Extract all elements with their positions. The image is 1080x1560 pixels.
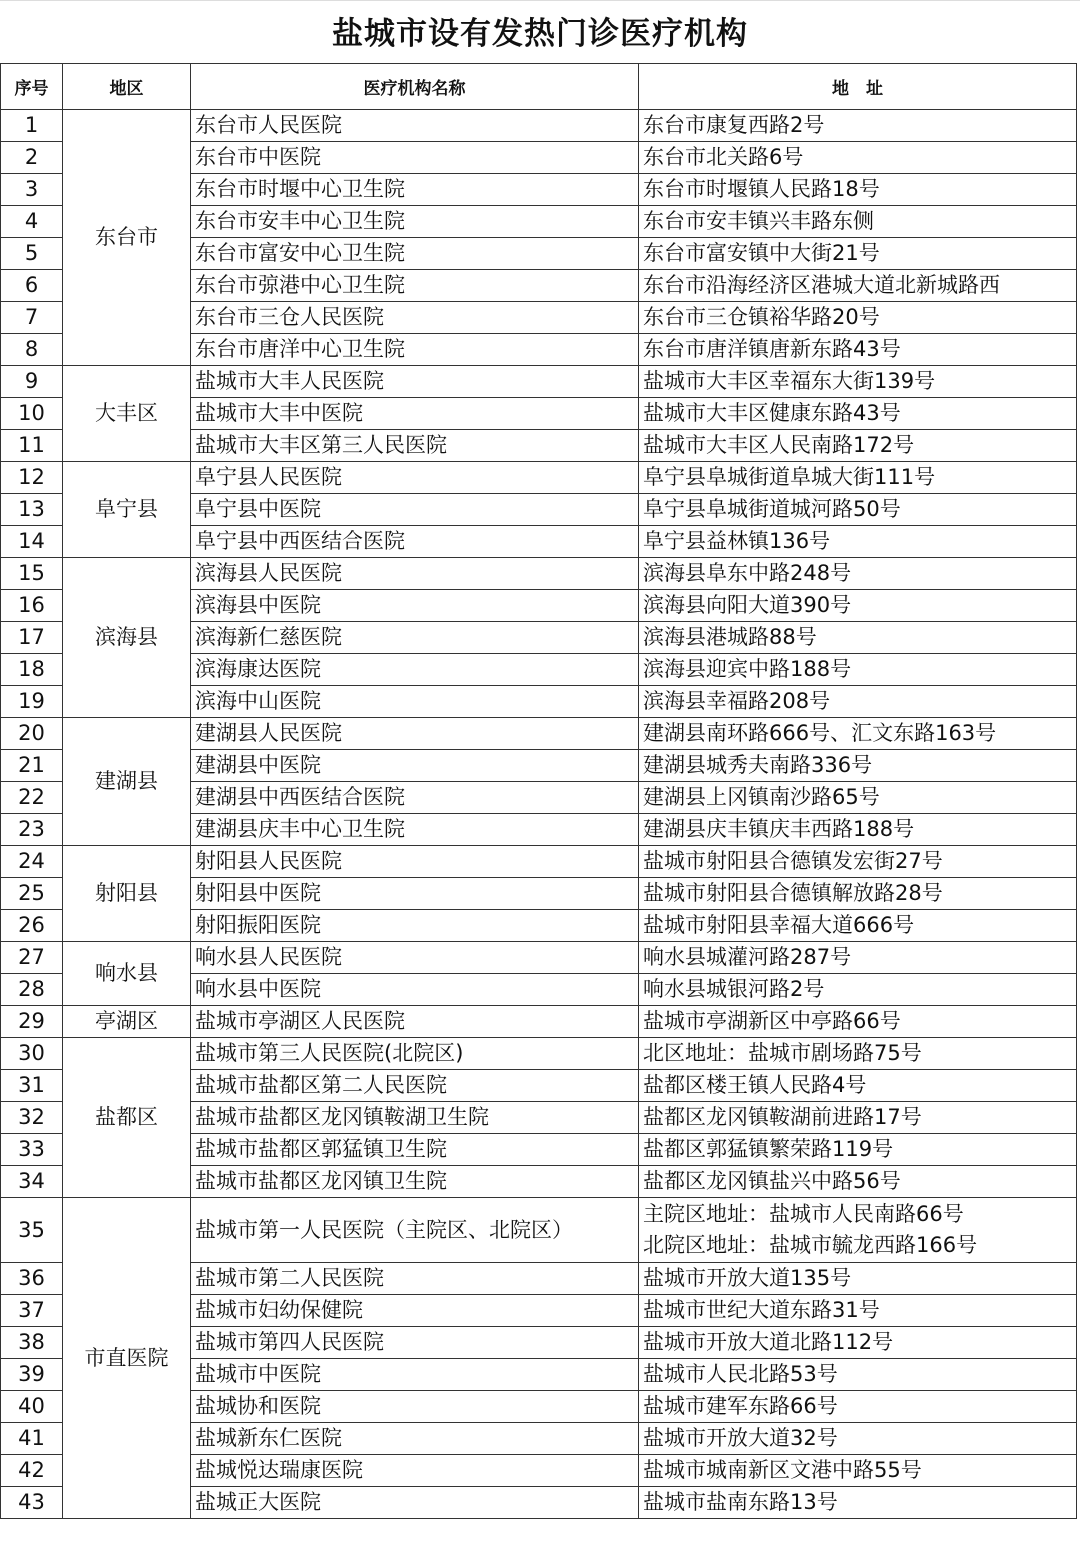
row-index: 1: [1, 110, 63, 142]
row-index: 3: [1, 174, 63, 206]
address-line: 北院区地址：盐城市毓龙西路166号: [643, 1233, 978, 1257]
row-index: 8: [1, 334, 63, 366]
institution-address: [639, 974, 1077, 1006]
institution-address: [639, 622, 1077, 654]
row-index: 9: [1, 366, 63, 398]
institution-address: [639, 1423, 1077, 1455]
institution-address: [639, 590, 1077, 622]
address-line: 东台市富安镇中大街21号: [643, 241, 880, 265]
region-cell: 大丰区: [63, 366, 191, 462]
institution-name: 盐城悦达瑞康医院: [191, 1455, 639, 1487]
address-line: 东台市三仓镇裕华路20号: [643, 305, 880, 329]
institution-name: 盐城市第四人民医院: [191, 1327, 639, 1359]
institution-address: [639, 782, 1077, 814]
address-line: 东台市康复西路2号: [643, 113, 825, 137]
table-row: [1, 110, 1077, 142]
address-line: 东台市沿海经济区港城大道北新城路西: [643, 273, 1000, 297]
address-line: 响水县城银河路2号: [643, 977, 825, 1001]
institution-address: [639, 1070, 1077, 1102]
institution-name: 滨海县中医院: [191, 590, 639, 622]
address-line: 盐都区郭猛镇繁荣路119号: [643, 1137, 894, 1161]
institution-name: 盐城市中医院: [191, 1359, 639, 1391]
institution-name: 东台市富安中心卫生院: [191, 238, 639, 270]
institution-address: [639, 1327, 1077, 1359]
institution-name: 东台市时堰中心卫生院: [191, 174, 639, 206]
address-line: 滨海县幸福路208号: [643, 689, 831, 713]
institution-name: 东台市唐洋中心卫生院: [191, 334, 639, 366]
address-line: 盐城市城南新区文港中路55号: [643, 1458, 922, 1482]
address-line: 滨海县向阳大道390号: [643, 593, 852, 617]
institution-address: [639, 110, 1077, 142]
address-line: 主院区地址：盐城市人民南路66号: [643, 1202, 964, 1226]
address-line: 盐城市世纪大道东路31号: [643, 1298, 880, 1322]
table-row: [1, 462, 1077, 494]
address-line: 建湖县南环路666号、汇文东路163号: [643, 721, 997, 745]
institution-address: [639, 1102, 1077, 1134]
institution-name: 东台市中医院: [191, 142, 639, 174]
institution-address: [639, 1487, 1077, 1519]
address-line: 盐都区楼王镇人民路4号: [643, 1073, 867, 1097]
institution-address: [639, 1295, 1077, 1327]
institution-address: [639, 878, 1077, 910]
institution-address: [639, 366, 1077, 398]
row-index: 34: [1, 1166, 63, 1198]
address-line: 北区地址：盐城市剧场路75号: [643, 1041, 922, 1065]
institution-address: [639, 814, 1077, 846]
table-row: [1, 942, 1077, 974]
hospital-table: [0, 63, 1077, 1519]
row-index: 32: [1, 1102, 63, 1134]
institution-name: 滨海康达医院: [191, 654, 639, 686]
institution-address: [639, 750, 1077, 782]
address-line: 盐城市射阳县幸福大道666号: [643, 913, 915, 937]
address-line: 盐城市大丰区人民南路172号: [643, 433, 915, 457]
row-index: 14: [1, 526, 63, 558]
address-line: 盐都区龙冈镇鞍湖前进路17号: [643, 1105, 922, 1129]
institution-name: 盐城市亭湖区人民医院: [191, 1006, 639, 1038]
address-line: 盐城市人民北路53号: [643, 1362, 838, 1386]
institution-name: 盐城市大丰人民医院: [191, 366, 639, 398]
address-line: 盐城市亭湖新区中亭路66号: [643, 1009, 901, 1033]
region-cell: 滨海县: [63, 558, 191, 718]
row-index: 36: [1, 1263, 63, 1295]
institution-address: [639, 910, 1077, 942]
address-line: 阜宁县益林镇136号: [643, 529, 831, 553]
row-index: 11: [1, 430, 63, 462]
table-row: [1, 558, 1077, 590]
row-index: 43: [1, 1487, 63, 1519]
institution-name: 建湖县中西医结合医院: [191, 782, 639, 814]
institution-name: 响水县中医院: [191, 974, 639, 1006]
address-line: 东台市北关路6号: [643, 145, 804, 169]
institution-name: 盐城新东仁医院: [191, 1423, 639, 1455]
table-row: [1, 366, 1077, 398]
institution-address: [639, 206, 1077, 238]
row-index: 39: [1, 1359, 63, 1391]
institution-name: 建湖县人民医院: [191, 718, 639, 750]
institution-name: 盐城协和医院: [191, 1391, 639, 1423]
institution-name: 射阳振阳医院: [191, 910, 639, 942]
institution-name: 盐城市妇幼保健院: [191, 1295, 639, 1327]
address-line: 滨海县港城路88号: [643, 625, 817, 649]
address-line: 响水县城灌河路287号: [643, 945, 852, 969]
institution-name: 响水县人民医院: [191, 942, 639, 974]
institution-name: 盐城市大丰区第三人民医院: [191, 430, 639, 462]
institution-address: [639, 1263, 1077, 1295]
document-title: 盐城市设有发热门诊医疗机构: [0, 0, 1080, 63]
address-line: 东台市安丰镇兴丰路东侧: [643, 209, 874, 233]
row-index: 22: [1, 782, 63, 814]
row-index: 30: [1, 1038, 63, 1070]
institution-address: [639, 526, 1077, 558]
header-address: 地 址: [639, 64, 1077, 110]
address-line: 滨海县阜东中路248号: [643, 561, 852, 585]
institution-address: [639, 1006, 1077, 1038]
institution-name: 盐城市第三人民医院(北院区): [191, 1038, 639, 1070]
institution-name: 盐城市第二人民医院: [191, 1263, 639, 1295]
region-cell: 阜宁县: [63, 462, 191, 558]
row-index: 35: [1, 1198, 63, 1263]
row-index: 7: [1, 302, 63, 334]
institution-address: [639, 430, 1077, 462]
institution-address: [639, 302, 1077, 334]
institution-address: [639, 462, 1077, 494]
institution-name: 射阳县人民医院: [191, 846, 639, 878]
institution-address: [639, 494, 1077, 526]
institution-address: [639, 1198, 1077, 1263]
table-row: [1, 1198, 1077, 1263]
row-index: 33: [1, 1134, 63, 1166]
institution-name: 滨海中山医院: [191, 686, 639, 718]
institution-name: 盐城市盐都区郭猛镇卫生院: [191, 1134, 639, 1166]
region-cell: 盐都区: [63, 1038, 191, 1198]
row-index: 21: [1, 750, 63, 782]
institution-address: [639, 1455, 1077, 1487]
row-index: 24: [1, 846, 63, 878]
row-index: 13: [1, 494, 63, 526]
table-row: [1, 1038, 1077, 1070]
institution-name: 阜宁县中医院: [191, 494, 639, 526]
row-index: 4: [1, 206, 63, 238]
row-index: 29: [1, 1006, 63, 1038]
institution-name: 建湖县庆丰中心卫生院: [191, 814, 639, 846]
row-index: 41: [1, 1423, 63, 1455]
institution-name: 阜宁县人民医院: [191, 462, 639, 494]
address-line: 阜宁县阜城街道城河路50号: [643, 497, 901, 521]
row-index: 15: [1, 558, 63, 590]
row-index: 20: [1, 718, 63, 750]
address-line: 建湖县城秀夫南路336号: [643, 753, 873, 777]
row-index: 10: [1, 398, 63, 430]
institution-name: 盐城市盐都区龙冈镇卫生院: [191, 1166, 639, 1198]
institution-name: 阜宁县中西医结合医院: [191, 526, 639, 558]
row-index: 28: [1, 974, 63, 1006]
address-line: 东台市唐洋镇唐新东路43号: [643, 337, 901, 361]
institution-address: [639, 718, 1077, 750]
header-region: 地区: [63, 64, 191, 110]
institution-address: [639, 270, 1077, 302]
row-index: 40: [1, 1391, 63, 1423]
institution-address: [639, 334, 1077, 366]
institution-address: [639, 558, 1077, 590]
region-cell: 射阳县: [63, 846, 191, 942]
region-cell: 建湖县: [63, 718, 191, 846]
institution-name: 盐城市盐都区第二人民医院: [191, 1070, 639, 1102]
region-cell: 市直医院: [63, 1198, 191, 1519]
row-index: 17: [1, 622, 63, 654]
row-index: 26: [1, 910, 63, 942]
address-line: 滨海县迎宾中路188号: [643, 657, 852, 681]
institution-address: [639, 1038, 1077, 1070]
address-line: 盐城市开放大道32号: [643, 1426, 838, 1450]
institution-name: 盐城市盐都区龙冈镇鞍湖卫生院: [191, 1102, 639, 1134]
institution-address: [639, 686, 1077, 718]
table-row: [1, 846, 1077, 878]
address-line: 盐城市大丰区健康东路43号: [643, 401, 901, 425]
address-line: 盐城市大丰区幸福东大街139号: [643, 369, 936, 393]
address-line: 盐城市开放大道北路112号: [643, 1330, 894, 1354]
institution-address: [639, 1391, 1077, 1423]
region-cell: 响水县: [63, 942, 191, 1006]
table-body: [1, 110, 1077, 1519]
institution-name: 东台市弶港中心卫生院: [191, 270, 639, 302]
address-line: 盐城市射阳县合德镇发宏街27号: [643, 849, 943, 873]
row-index: 2: [1, 142, 63, 174]
institution-name: 盐城正大医院: [191, 1487, 639, 1519]
institution-address: [639, 398, 1077, 430]
address-line: 盐城市盐南东路13号: [643, 1490, 838, 1514]
header-index: 序号: [1, 64, 63, 110]
institution-name: 东台市人民医院: [191, 110, 639, 142]
row-index: 16: [1, 590, 63, 622]
address-line: 阜宁县阜城街道阜城大街111号: [643, 465, 936, 489]
institution-address: [639, 238, 1077, 270]
row-index: 18: [1, 654, 63, 686]
table-row: [1, 718, 1077, 750]
table-row: [1, 1006, 1077, 1038]
row-index: 37: [1, 1295, 63, 1327]
institution-address: [639, 846, 1077, 878]
institution-address: [639, 942, 1077, 974]
row-index: 6: [1, 270, 63, 302]
institution-address: [639, 1359, 1077, 1391]
region-cell: 东台市: [63, 110, 191, 366]
institution-name: 盐城市大丰中医院: [191, 398, 639, 430]
header-name: 医疗机构名称: [191, 64, 639, 110]
row-index: 42: [1, 1455, 63, 1487]
institution-address: [639, 1134, 1077, 1166]
address-line: 建湖县上冈镇南沙路65号: [643, 785, 880, 809]
institution-name: 建湖县中医院: [191, 750, 639, 782]
row-index: 38: [1, 1327, 63, 1359]
address-line: 盐城市建军东路66号: [643, 1394, 838, 1418]
row-index: 12: [1, 462, 63, 494]
row-index: 19: [1, 686, 63, 718]
row-index: 27: [1, 942, 63, 974]
institution-name: 滨海新仁慈医院: [191, 622, 639, 654]
address-line: 盐都区龙冈镇盐兴中路56号: [643, 1169, 901, 1193]
region-cell: 亭湖区: [63, 1006, 191, 1038]
institution-name: 东台市三仓人民医院: [191, 302, 639, 334]
address-line: 盐城市开放大道135号: [643, 1266, 852, 1290]
address-line: 东台市时堰镇人民路18号: [643, 177, 880, 201]
institution-name: 东台市安丰中心卫生院: [191, 206, 639, 238]
row-index: 5: [1, 238, 63, 270]
address-line: 盐城市射阳县合德镇解放路28号: [643, 881, 943, 905]
institution-address: [639, 174, 1077, 206]
table-header-row: [1, 64, 1077, 110]
institution-name: 滨海县人民医院: [191, 558, 639, 590]
row-index: 31: [1, 1070, 63, 1102]
institution-name: 射阳县中医院: [191, 878, 639, 910]
institution-address: [639, 142, 1077, 174]
institution-address: [639, 654, 1077, 686]
institution-name: 盐城市第一人民医院（主院区、北院区）: [191, 1198, 639, 1263]
row-index: 25: [1, 878, 63, 910]
address-line: 建湖县庆丰镇庆丰西路188号: [643, 817, 915, 841]
institution-address: [639, 1166, 1077, 1198]
row-index: 23: [1, 814, 63, 846]
